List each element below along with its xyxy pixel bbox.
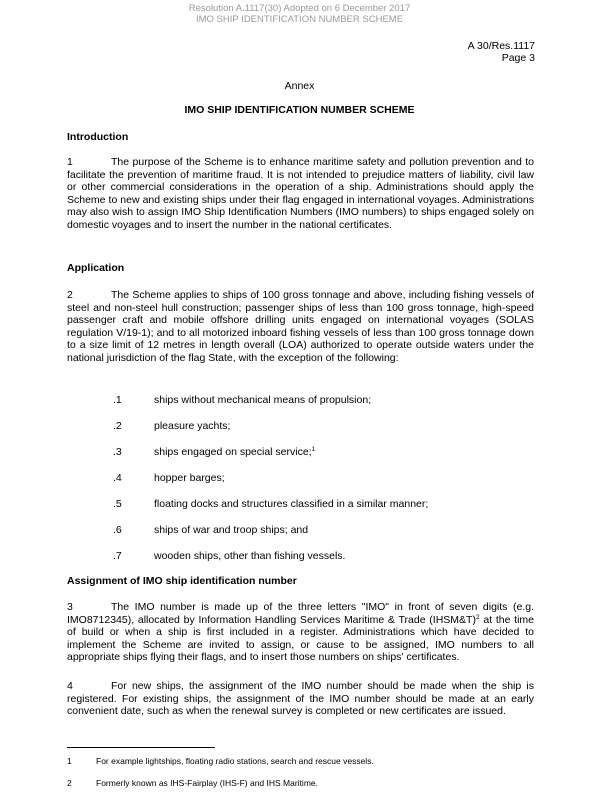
footnote-divider [67,747,215,748]
footnote-text: Formerly known as IHS-Fairplay (IHS-F) and IHS Maritime. [96,778,318,788]
document-reference: A 30/Res.1117 [467,40,535,52]
list-item-label: .2 [113,420,122,432]
paragraph-text: For new ships, the assignment of the IMO number should be made when the ship is registered. For existing ships, the assignment of the IMO number should be made at an early convenient date, such as when the renewal survey is completed or new certificates are issued. [67,680,534,718]
footnote-number: 2 [67,778,72,788]
resolution-header: Resolution A.1117(30) Adopted on 6 December 2017 [188,3,411,14]
footnote-ref-2: 2 [475,613,480,621]
section-heading-introduction: Introduction [67,131,129,143]
paragraph-text-continued: at the time of build or when a ship is first included in a register. Administrations which have decided to implement the Scheme are invited to assign, or cause to be assigned, IMO numbers to all appropriate ships flying their flags, and to insert those numbers on ships' certificates. [67,613,534,664]
footnote-ref-1: 1 [311,446,316,453]
list-item-text: pleasure yachts; [154,420,231,432]
paragraph-number: 1 [67,156,73,168]
list-item-label: .5 [113,498,122,510]
paragraph-text: The purpose of the Scheme is to enhance maritime safety and pollution prevention and to facilitate the prevention of maritime fraud. It is not intended to prejudice matters of liability, civil law or other commercial considerations in the operation of a ship. Administrations should apply the Scheme to new and existing ships under their flag engaged in international voyages. Administrations may also wish to assign IMO Ship Identification Numbers (IMO numbers) to ships engaged solely on domestic voyages and to insert the number in the national certificates. [67,156,534,231]
list-item-text-with-footnote [154,446,315,458]
paragraph-1 [67,156,534,232]
footnote-number: 1 [67,756,72,766]
list-item-label: .4 [113,472,122,484]
list-item-text: wooden ships, other than fishing vessels. [154,550,346,562]
paragraph-2 [67,289,534,365]
paragraph-number: 4 [67,680,73,692]
list-item-text: ships engaged on special service; [154,446,312,458]
section-heading-application: Application [67,262,125,274]
list-item-label: .3 [113,446,122,458]
scheme-header: IMO SHIP IDENTIFICATION NUMBER SCHEME [195,14,404,25]
list-item-label: .1 [113,394,122,406]
paragraph-3 [67,601,534,664]
paragraph-text: The IMO number is made up of the three letters "IMO" in front of seven digits (e.g. IMO8712345), allocated by Information Handling Services Maritime & Trade (IHSM&T) [67,601,534,626]
footnote-text: For example lightships, floating radio stations, search and rescue vessels. [96,756,374,766]
list-item-text: ships without mechanical means of propulsion; [154,394,372,406]
page-title: IMO SHIP IDENTIFICATION NUMBER SCHEME [184,104,415,116]
paragraph-number: 2 [67,289,73,301]
section-heading-assignment: Assignment of IMO ship identification number [67,575,297,587]
list-item-label: .6 [113,524,122,536]
list-item-text: floating docks and structures classified in a similar manner; [154,498,429,510]
list-item-label: .7 [113,550,122,562]
list-item-text: hopper barges; [154,472,225,484]
list-item-text: ships of war and troop ships; and [154,524,309,536]
annex-label: Annex [284,80,315,92]
paragraph-4 [67,680,534,718]
page-number: Page 3 [501,52,535,64]
paragraph-number: 3 [67,601,73,613]
paragraph-text: The Scheme applies to ships of 100 gross tonnage and above, including fishing vessels of steel and non-steel hull construction; passenger ships of less than 100 gross tonnage, high-speed passenger craft and mobile offshore drilling units engaged on international voyages (SOLAS regulation V/19-1); and to all motorized inboard fishing vessels of less than 100 gross tonnage down to a size limit of 12 metres in length overall (LOA) authorized to operate outside waters under the national jurisdiction of the flag State, with the exception of the following: [67,289,534,364]
